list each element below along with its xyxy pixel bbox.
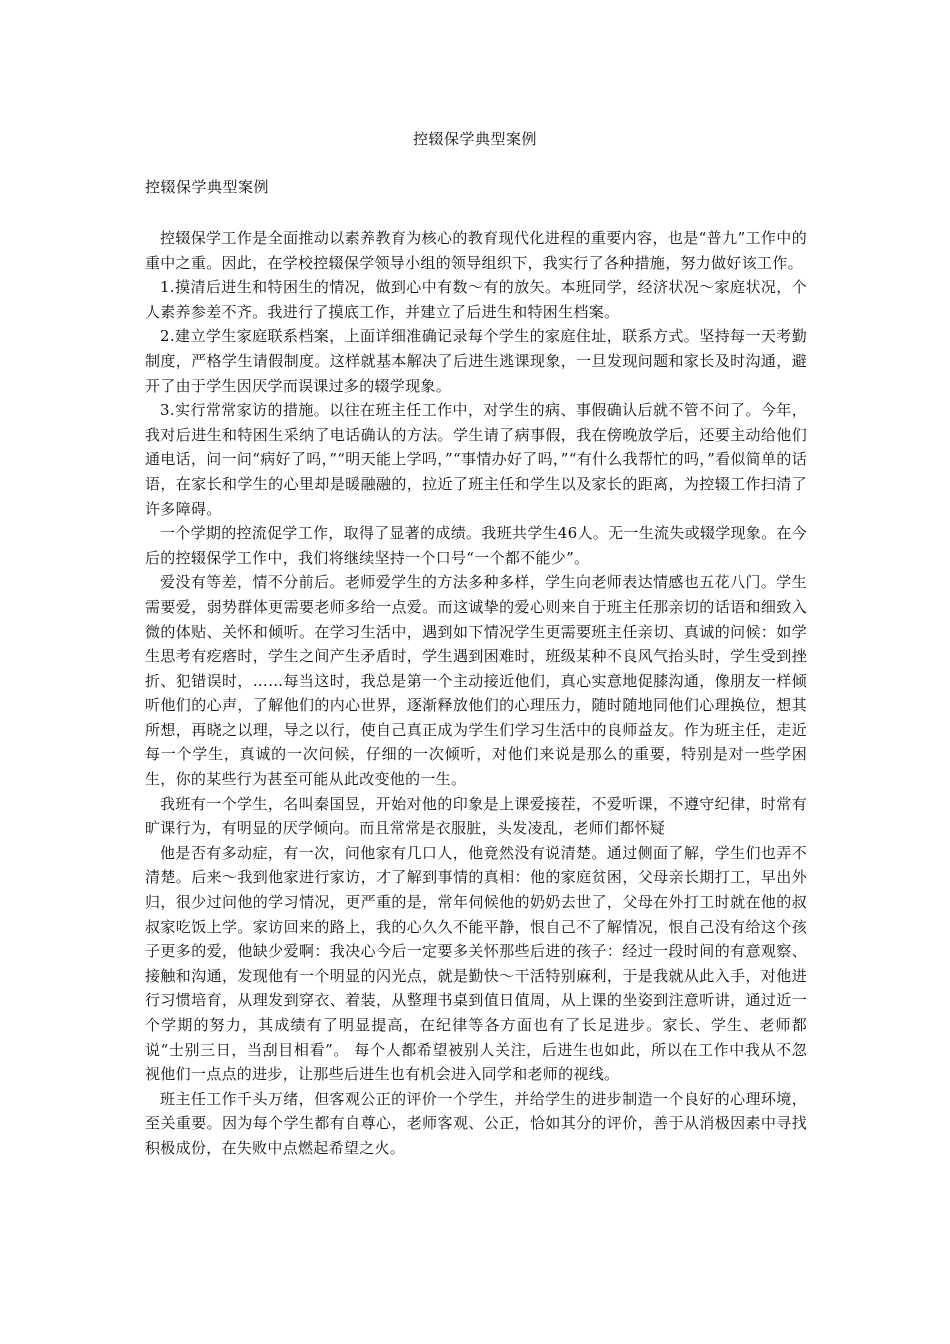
paragraph-measure-1: 1.摸清后进生和特困生的情况，做到心中有数～有的放矢。本班同学，经济状况～家庭状况，个人素养参差不齐。我进行了摸底工作，并建立了后进生和特困生档案。	[145, 278, 807, 321]
paragraph-case-start: 我班有一个学生，名叫秦国昱，开始对他的印象是上课爱接茬，不爱听课，不遵守纪律，时常有旷课行为，有明显的厌学倾向。而且常常是衣服脏，头发凌乱，老师们都怀疑	[145, 794, 807, 838]
document-title: 控辍保学典型案例	[412, 130, 537, 148]
paragraph-measure-2: 2.建立学生家庭联系档案，上面详细准确记录每个学生的家庭住址，联系方式。坚持每一天考勤制度，严格学生请假制度。这样就基本解决了后进生逃课现象，一旦发现问题和家长及时沟通，避开了由于学生因厌学而误课过多的辍学现象。	[145, 327, 807, 395]
paragraph-measure-3: 3.实行常常家访的措施。以往在班主任工作中，对学生的病、事假确认后就不管不问了。今年，我对后进生和特困生采纳了电话确认的方法。学生请了病事假，我在傍晚放学后，还要主动给他们通电话，问一问“病好了吗，”“明天能上学吗，”“事情办好了吗，”“有什么我帮忙的吗，”看似简单的话语，在家长和学生的心里却是暖融融的，拉近了班主任和学生以及家长的距离，为控辍工作扫清了许多障碍。	[145, 401, 807, 518]
paragraph-intro: 控辍保学工作是全面推动以素养教育为核心的教育现代化进程的重要内容，也是“普九”工作中的重中之重。因此，在学校控辍保学领导小组的领导组织下，我实行了各种措施，努力做好该工作。	[145, 229, 807, 272]
paragraph-case-continued: 他是否有多动症，有一次，问他家有几口人，他竟然没有说清楚。通过侧面了解，学生们也弄不清楚。后来～我到他家进行家访，才了解到事情的真相：他的家庭贫困，父母亲长期打工，早出外归，很少过问他的学习情况，更严重的是，常年伺候他的奶奶去世了，父母在外打工时就在他的叔叔家吃饭上学。家访回来的路上，我的心久久不能平静，恨自己不了解情况，恨自己没有给这个孩子更多的爱，他缺少爱啊：我决心今后一定要多关怀那些后进的孩子：经过一段时间的有意观察、接触和沟通，发现他有一个明显的闪光点，就是勤快～干活特别麻利，于是我就从此入手，对他进行习惯培育，从理发到穿衣、着装，从整理书桌到值日值周，从上课的坐姿到注意听讲，通过近一个学期的努力，其成绩有了明显提高，在纪律等各方面也有了长足进步。家长、学生、老师都说“士别三日，当刮目相看”。 每个人都希望被别人关注，后进生也如此，所以在工作中我从不忽视他们一点点的进步，让那些后进生也有机会进入同学和老师的视线。	[145, 843, 807, 1084]
document-body	[145, 226, 807, 1161]
paragraph-result: 一个学期的控流促学工作，取得了显著的成绩。我班共学生46人。无一生流失或辍学现象。在今后的控辍保学工作中，我们将继续坚持一个口号“一个都不能少”。	[145, 524, 807, 567]
document-subtitle: 控辍保学典型案例	[145, 178, 270, 196]
paragraph-love: 爱没有等差，情不分前后。老师爱学生的方法多种多样，学生向老师表达情感也五花八门。学生需要爱，弱势群体更需要老师多给一点爱。而这诚挚的爱心则来自于班主任那亲切的话语和细致入微的体贴、关怀和倾听。在学习生活中，遇到如下情况学生更需要班主任亲切、真诚的问候：如学生思考有疙瘩时，学生之间产生矛盾时，学生遇到困难时，班级某种不良风气抬头时，学生受到挫折、犯错误时，……每当这时，我总是第一个主动接近他们，真心实意地促膝沟通，像朋友一样倾听他们的心声，了解他们的内心世界，逐渐释放他们的心理压力，随时随地同他们心理换位，想其所想，再晓之以理，导之以行，使自己真正成为学生们学习生活中的良师益友。作为班主任，走近每一个学生，真诚的一次问候，仔细的一次倾听，对他们来说是那么的重要，特别是对一些学困生，你的某些行为甚至可能从此改变他的一生。	[145, 573, 807, 789]
paragraph-conclusion: 班主任工作千头万绪，但客观公正的评价一个学生，并给学生的进步制造一个良好的心理环境，至关重要。因为每个学生都有自尊心，老师客观、公正，恰如其分的评价，善于从消极因素中寻找积极成份，在失败中点燃起希望之火。	[145, 1089, 807, 1157]
